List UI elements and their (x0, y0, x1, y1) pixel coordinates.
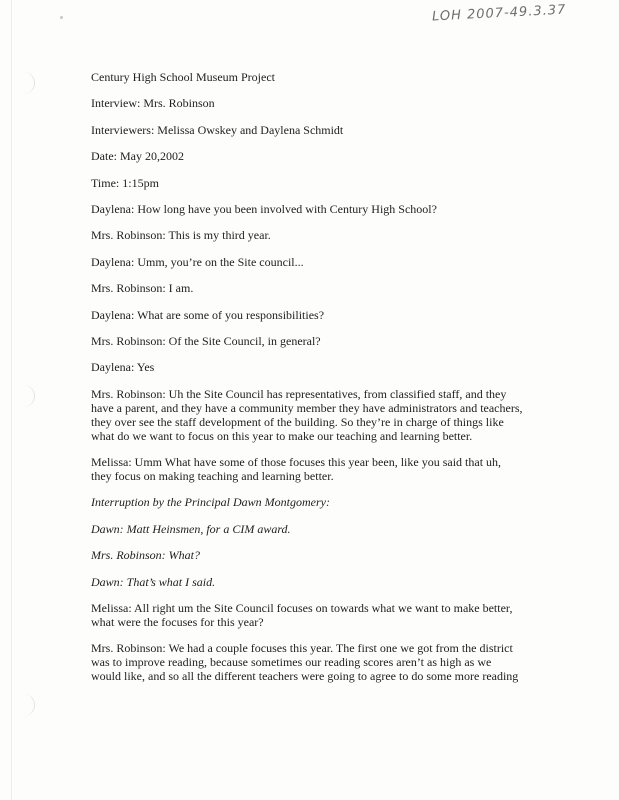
transcript-paragraph: Mrs. Robinson: Uh the Site Council has representatives, from classified staff, and they have a parent, and they have a community member they have administrators and teachers, they over see the staff development of the building. So they’re in charge of things like what do we want to focus on this year to make our teaching and learning better. (91, 386, 523, 443)
interview-line: Interview: Mrs. Robinson (91, 96, 215, 111)
transcript-paragraph: Daylena: Umm, you’re on the Site council... (91, 254, 304, 269)
transcript-paragraph: Melissa: Umm What have some of those focuses this year been, like you said that uh, they focus on making teaching and learning better. (91, 455, 502, 484)
transcript-paragraph: Dawn: Matt Heinsmen, for a CIM award. (91, 521, 291, 536)
transcript-paragraph: Mrs. Robinson: What? (91, 548, 200, 563)
scan-speck (60, 16, 63, 19)
time-line: Time: 1:15pm (91, 175, 159, 190)
date-line: Date: May 20,2002 (91, 149, 184, 164)
catalog-number-handwritten: LOH 2007-49.3.37 (431, 2, 567, 25)
transcript-body (91, 70, 571, 696)
transcript-paragraph: Mrs. Robinson: Of the Site Council, in general? (91, 333, 321, 348)
transcript-paragraph: Daylena: What are some of you responsibilities? (91, 307, 325, 322)
project-title: Century High School Museum Project (91, 70, 275, 84)
interviewers-line: Interviewers: Melissa Owskey and Daylena Schmidt (91, 122, 344, 137)
page-edge-shadow (11, 0, 12, 800)
transcript-paragraph: Daylena: How long have you been involved with Century High School? (91, 201, 437, 216)
transcript-paragraph: Mrs. Robinson: This is my third year. (91, 228, 271, 243)
transcript-paragraph: Mrs. Robinson: We had a couple focuses this year. The first one we got from the district was to improve reading, because sometimes our reading scores aren’t as high as we would like, and so all the different teachers were going to agree to do some more reading (91, 641, 519, 684)
transcript-paragraph: Dawn: That’s what I said. (91, 574, 216, 589)
punch-hole-mark (20, 385, 35, 407)
transcript-paragraph: Melissa: All right um the Site Council focuses on towards what we want to make better, what were the focuses for this year? (91, 601, 513, 630)
punch-hole-mark (20, 72, 35, 94)
transcript-paragraph: Mrs. Robinson: I am. (91, 281, 194, 296)
interruption-note: Interruption by the Principal Dawn Montgomery: (91, 495, 330, 510)
transcript-paragraph: Daylena: Yes (91, 360, 155, 375)
punch-hole-mark (20, 694, 35, 716)
